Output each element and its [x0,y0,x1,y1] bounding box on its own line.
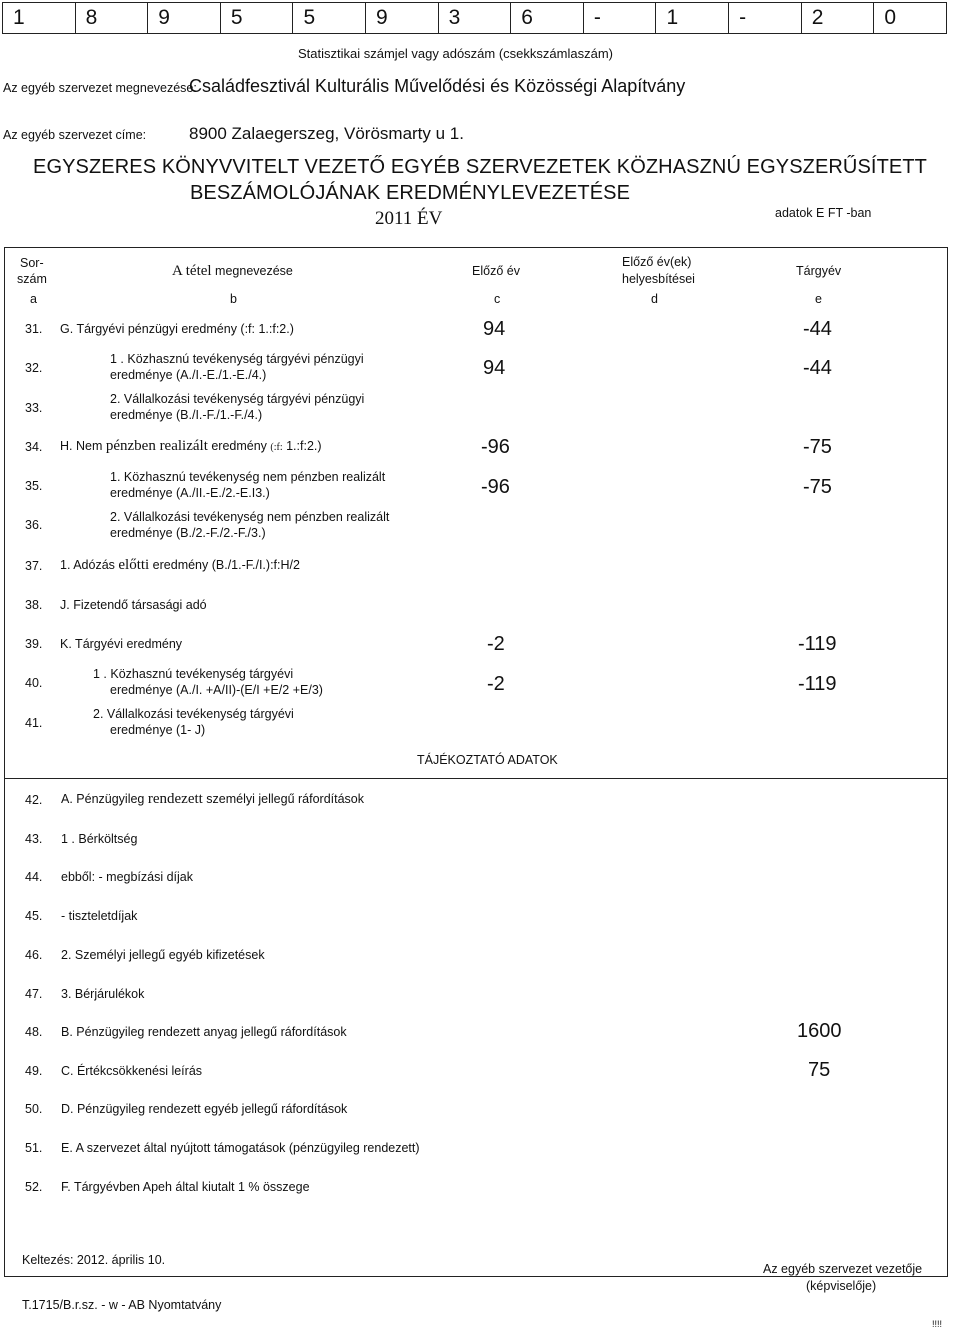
org-name-label: Az egyéb szervezet megnevezése: [3,81,197,95]
row-42-number: 42. [25,793,43,807]
row-36-number: 36. [25,518,43,532]
row-42-label-a: A. Pénzügyileg [61,792,148,806]
header-elozo-ev: Előző év [472,264,520,278]
year-text: 2011 ÉV [375,208,443,229]
row-41-number: 41. [25,716,43,730]
row-48-label: B. Pénzügyileg rendezett anyag jellegű ráfordítások [61,1025,347,1039]
row-39-number: 39. [25,637,43,651]
row-52-number: 52. [25,1180,43,1194]
row-34-label-a: H. Nem [60,439,106,453]
row-40-label-line1: 1 . Közhasznú tevékenység tárgyévi [93,667,294,681]
row-34-current-year: -75 [803,436,832,458]
row-43-number: 43. [25,832,43,846]
row-44-label: ebből: - megbízási díjak [61,870,194,884]
row-50-label: D. Pénzügyileg rendezett egyéb jellegű ráfordítások [61,1102,348,1116]
id-digit: 0 [884,6,896,29]
id-digit: 9 [148,3,221,33]
row-39-label: K. Tárgyévi eredmény [60,637,183,651]
statistical-id-boxes [2,2,947,34]
row-34-number: 34. [25,440,43,454]
col-label-d: d [651,292,658,306]
row-32-prev-year: 94 [483,357,506,379]
report-year [375,207,442,230]
row-47-label: 3. Bérjárulékok [61,987,145,1001]
header-sorszam-line2: szám [17,272,47,286]
row-41-label-line1: 2. Vállalkozási tevékenység tárgyévi [93,707,294,721]
row-31-prev-year: 94 [483,318,506,340]
header-helyesbites-line1: Előző év(ek) [622,255,692,269]
footer-date: Keltezés: 2012. április 10. [22,1253,166,1267]
row-32-number: 32. [25,361,43,375]
table-right-border [947,247,948,1277]
row-39-current-year: -119 [798,633,837,655]
org-name: Családfesztivál Kulturális Művelődési és Közösségi Alapítvány [189,76,686,96]
id-digit: - [584,3,657,33]
row-49-label: C. Értékcsökkenési leírás [61,1064,203,1078]
row-51-number: 51. [25,1141,43,1155]
row-40-number: 40. [25,676,43,690]
footer-signer-line1: Az egyéb szervezet vezetője [763,1262,923,1276]
col-label-b: b [230,292,237,306]
row-31-current-year: -44 [803,318,832,340]
row-40-label-line2: eredménye (A./I. +A/II)-(E/I +E/2 +E/3) [110,683,323,697]
row-33-number: 33. [25,401,43,415]
row-49-current-year: 75 [808,1059,831,1081]
row-35-prev-year: -96 [481,476,510,498]
row-38-number: 38. [25,598,43,612]
footer-signer-line2: (képviselője) [806,1279,877,1293]
row-34-label-small: (:f: [270,442,283,453]
row-40-current-year: -119 [798,673,837,695]
header-tetel-serif: A tétel [172,263,212,279]
id-digit: 8 [76,3,149,33]
id-digit: 1 [656,3,729,33]
row-52-label: F. Tárgyévben Apeh által kiutalt 1 % összege [61,1180,310,1194]
row-32-label-line1: 1 . Közhasznú tevékenység tárgyévi pénzügyi [110,352,364,366]
info-section-heading: TÁJÉKOZTATÓ ADATOK [417,753,558,767]
header-tetel-rest: megnevezése [211,264,293,278]
id-digit: 6 [511,3,584,33]
row-36-label-line1: 2. Vállalkozási tevékenység nem pénzben realizált [110,510,390,524]
col-label-c: c [494,292,501,306]
report-title-line2: BESZÁMOLÓJÁNAK EREDMÉNYLEVEZETÉSE [189,182,631,204]
row-45-label: - tiszteletdíjak [61,909,138,923]
id-digit: 5 [221,3,294,33]
table-section-divider [4,778,948,779]
row-34-label-serif: pénzben realizált [105,438,208,454]
header-helyesbites-line2: helyesbítései [622,272,695,286]
row-34-prev-year: -96 [481,436,510,458]
row-31-label: G. Tárgyévi pénzügyi eredmény (:f: 1.:f:2.) [60,322,294,336]
id-caption: Statisztikai számjel vagy adószám (csekkszámlaszám) [298,46,613,61]
id-digit: - [729,3,802,33]
row-35-current-year: -75 [803,476,832,498]
row-32-current-year: -44 [803,357,832,379]
row-46-number: 46. [25,948,43,962]
row-33-label-line2: eredménye (B./I.-F./1.-F./4.) [110,408,263,422]
row-37-number: 37. [25,559,43,573]
row-49-number: 49. [25,1064,43,1078]
row-41-label-line2: eredménye (1- J) [110,723,206,737]
row-51-label: E. A szervezet által nyújtott támogatások (pénzügyileg rendezett) [61,1141,420,1155]
row-42-label [61,791,364,808]
row-39-prev-year: -2 [487,633,505,655]
row-33-label-line1: 2. Vállalkozási tevékenység tárgyévi pénzügyi [110,392,365,406]
footer-form-code: T.1715/B.r.sz. - w - AB Nyomtatvány [22,1298,222,1312]
row-34-label [60,438,322,455]
row-34-label-b: eredmény [207,439,271,453]
org-address: 8900 Zalaegerszeg, Vörösmarty u 1. [189,124,464,143]
col-label-a: a [30,292,37,306]
col-label-e: e [815,292,822,306]
row-48-number: 48. [25,1025,43,1039]
row-37-label [60,557,300,574]
row-37-label-serif: előtti [118,557,150,573]
units-label: adatok E FT -ban [775,206,872,220]
row-43-label: 1 . Bérköltség [61,832,138,846]
table-left-border [4,247,5,1277]
org-address-label: Az egyéb szervezet címe: [3,128,147,142]
table-top-border [4,247,948,248]
row-34-label-c: 1.:f:2.) [282,439,322,453]
footer-corner-mark: !!!! [932,1319,943,1329]
row-37-label-b: eredmény (B./1.-F./I.):f:H/2 [149,558,300,572]
row-37-label-a: 1. Adózás [60,558,119,572]
row-32-label-line2: eredménye (A./I.-E./1.-E./4.) [110,368,267,382]
row-48-current-year: 1600 [797,1020,842,1042]
row-50-number: 50. [25,1102,43,1116]
row-31-number: 31. [25,322,43,336]
row-42-label-serif: rendezett [147,791,203,807]
id-digit: 2 [802,3,875,33]
header-tetel [172,263,293,280]
row-45-number: 45. [25,909,43,923]
row-38-label: J. Fizetendő társasági adó [60,598,207,612]
table-bottom-border [4,1276,948,1277]
id-digit: 5 [293,3,366,33]
header-targyev: Tárgyév [796,264,842,278]
row-35-number: 35. [25,479,43,493]
id-digit: 3 [439,3,512,33]
row-36-label-line2: eredménye (B./2.-F./2.-F./3.) [110,526,266,540]
row-42-label-b: személyi jellegű ráfordítások [202,792,365,806]
row-40-prev-year: -2 [487,673,505,695]
row-47-number: 47. [25,987,43,1001]
header-sorszam-line1: Sor- [20,256,44,270]
id-digit: 1 [3,3,76,33]
row-46-label: 2. Személyi jellegű egyéb kifizetések [61,948,265,962]
id-digit: 9 [366,3,439,33]
report-title-line1: EGYSZERES KÖNYVVITELT VEZETŐ EGYÉB SZERVEZETEK KÖZHASZNÚ EGYSZERŰSÍTETT [33,156,927,178]
row-35-label-line2: eredménye (A./II.-E./2.-E.I3.) [110,486,270,500]
row-35-label-line1: 1. Közhasznú tevékenység nem pénzben realizált [110,470,386,484]
row-44-number: 44. [25,870,43,884]
